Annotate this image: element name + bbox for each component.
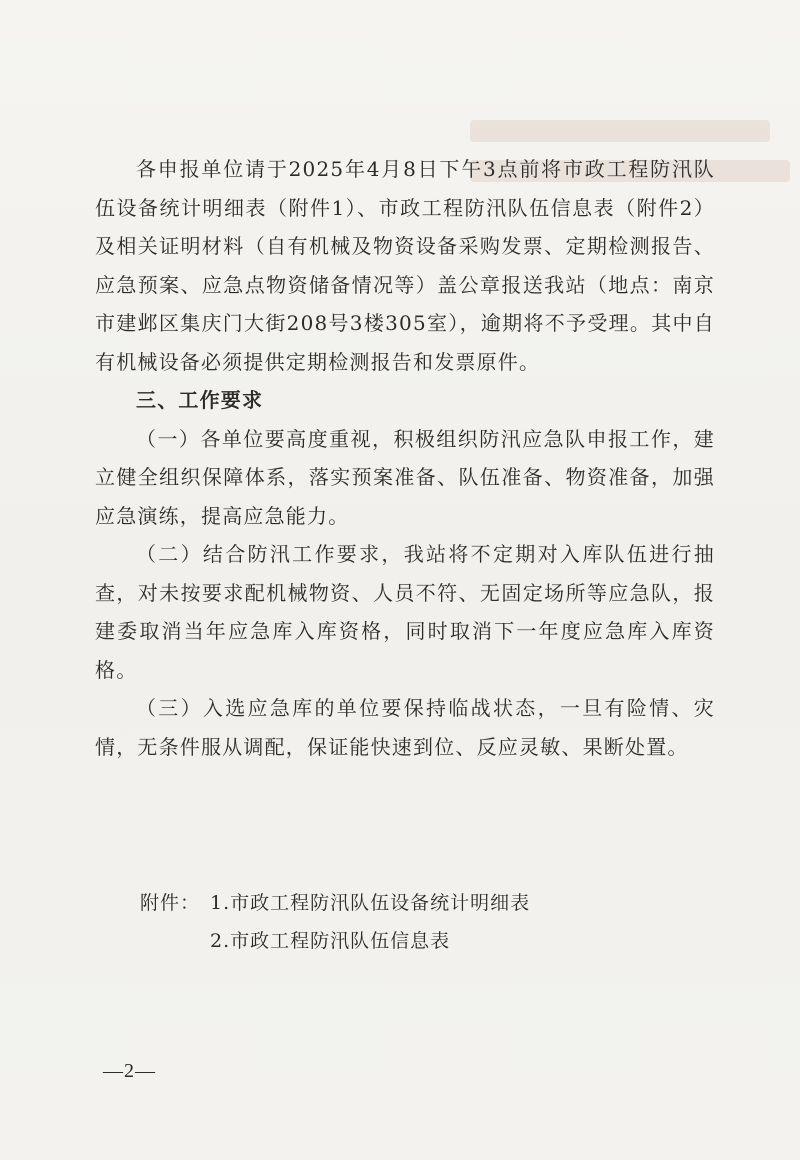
attachment-item: 1.市政工程防汛队伍设备统计明细表 [210, 892, 531, 914]
attachment-row-2 [140, 922, 530, 960]
section-heading-work-requirements: 三、工作要求 [136, 388, 264, 412]
attachment-item: 2.市政工程防汛队伍信息表 [210, 930, 451, 952]
paragraph-requirement-2: （二）结合防汛工作要求，我站将不定期对入库队伍进行抽查，对未按要求配机械物资、人员不符、无固定场所等应急队，报建委取消当年应急库入库资格，同时取消下一年度应急库入库资格。 [95, 542, 715, 682]
paragraph-requirement-3: （三）入选应急库的单位要保持临战状态，一旦有险情、灾情，无条件服从调配，保证能快速到位、反应灵敏、果断处置。 [95, 696, 715, 759]
attachments-label: 附件： [140, 892, 201, 914]
paragraph-submission: 各申报单位请于2025年4月8日下午3点前将市政工程防汛队伍设备统计明细表（附件1）、市政工程防汛队伍信息表（附件2）及相关证明材料（自有机械及物资设备采购发票、定期检测报告、应急预案、应急点物资储备情况等）盖公章报送我站（地点：南京市建邺区集庆门大街208号3楼305室），逾期将不予受理。其中自有机械设备必须提供定期检测报告和发票原件。 [95, 157, 715, 374]
paragraph-requirement-1: （一）各单位要高度重视，积极组织防汛应急队申报工作，建立健全组织保障体系，落实预案准备、队伍准备、物资准备，加强应急演练，提高应急能力。 [95, 426, 715, 528]
attachments-list [140, 884, 530, 960]
attachment-row-1 [140, 884, 530, 922]
document-body [95, 150, 715, 766]
page-number: —2— [103, 1060, 156, 1082]
